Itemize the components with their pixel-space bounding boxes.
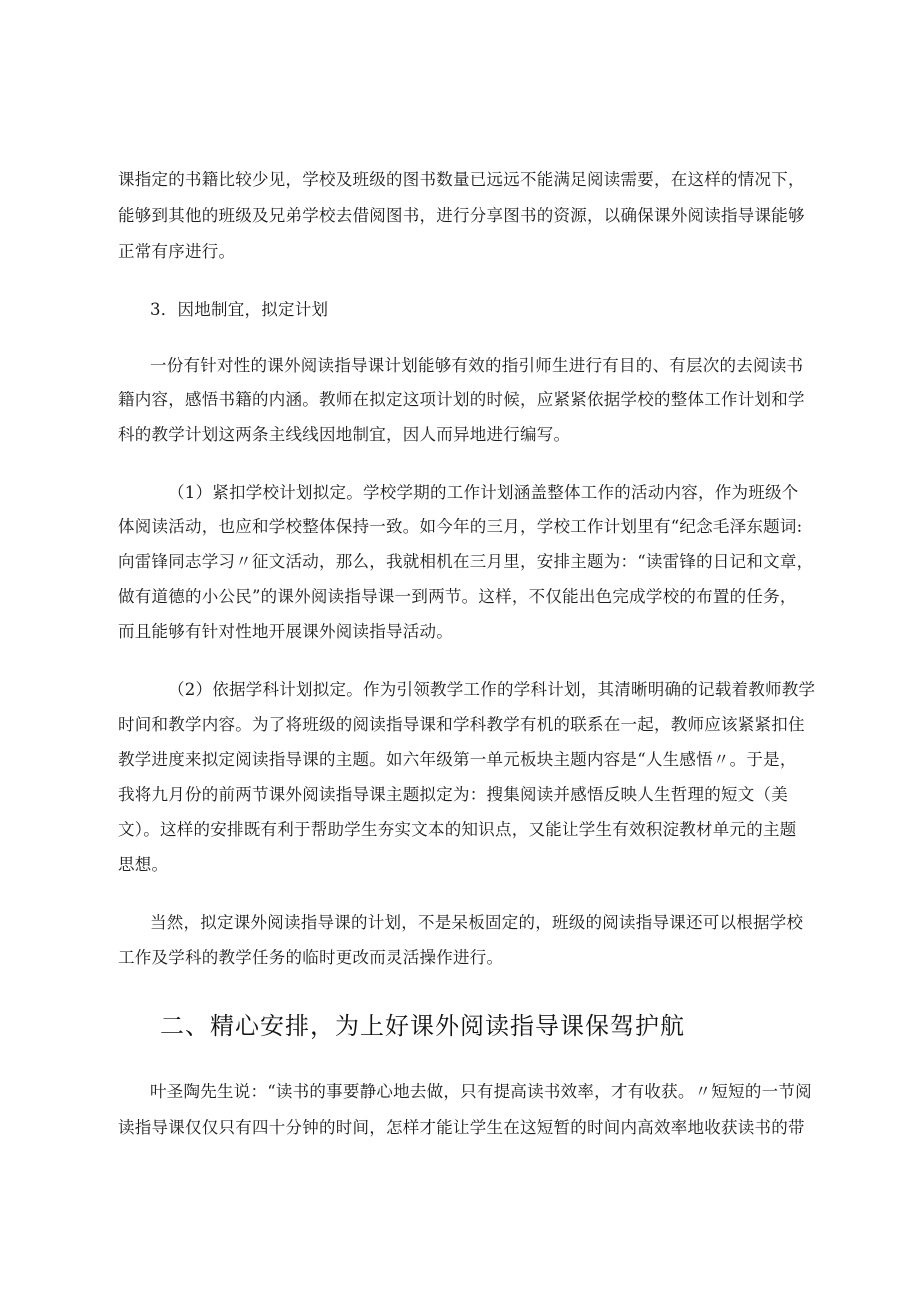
- text-line: 当然，拟定课外阅读指导课的计划，不是呆板固定的，班级的阅读指导课还可以根据学校: [150, 913, 804, 932]
- text-line: 读指导课仅仅只有四十分钟的时间，怎样才能让学生在这短暂的时间内高效率地收获读书的带: [118, 1118, 805, 1137]
- text-line: 我将九月份的前两节课外阅读指导课主题拟定为：搜集阅读并感悟反映人生哲理的短文（美: [118, 785, 788, 804]
- text-line: 向雷锋同志学习〃征文活动，那么，我就相机在三月里，安排主题为：“读雷锋的日记和文章，: [118, 552, 814, 571]
- text-line: 思想。: [118, 855, 169, 874]
- text-line: 课指定的书籍比较少见，学校及班级的图书数量已远远不能满足阅读需要，在这样的情况下，: [118, 170, 805, 189]
- text-line: 文）。这样的安排既有利于帮助学生夯实文本的知识点，又能让学生有效积淀教材单元的主题: [118, 820, 797, 839]
- chapter-heading: 二、精心安排，为上好课外阅读指导课保驾护航: [160, 1012, 685, 1040]
- text-line: 做有道德的小公民”的课外阅读指导课一到两节。这样，不仅能出色完成学校的布置的任务，: [118, 587, 797, 606]
- text-line: 时间和教学内容。为了将班级的阅读指导课和学科教学有机的联系在一起，教师应该紧紧扣住: [118, 715, 805, 734]
- text-line: 教学进度来拟定阅读指导课的主题。如六年级第一单元板块主题内容是“人生感悟〃。于是，: [118, 750, 797, 769]
- text-line: （1）紧扣学校计划拟定。学校学期的工作计划涵盖整体工作的活动内容，作为班级个: [168, 483, 799, 502]
- text-line: 工作及学科的教学任务的临时更改而灵活操作进行。: [118, 948, 504, 967]
- text-line: 一份有针对性的课外阅读指导课计划能够有效的指引师生进行有目的、有层次的去阅读书: [150, 356, 804, 375]
- text-line: 科的教学计划这两条主线线因地制宜，因人而异地进行编写。: [118, 425, 571, 444]
- text-line: 叶圣陶先生说：“读书的事要静心地去做，只有提高读书效率，才有收获。〃短短的一节阅: [150, 1082, 812, 1101]
- text-line: 体阅读活动，也应和学校整体保持一致。如今年的三月，学校工作计划里有“纪念毛泽东题词:: [118, 517, 803, 536]
- text-line: 正常有序进行。: [118, 242, 236, 261]
- text-line: 籍内容，感悟书籍的内涵。教师在拟定这项计划的时候，应紧紧依据学校的整体工作计划和学: [118, 390, 805, 409]
- text-line: 而且能够有针对性地开展课外阅读指导活动。: [118, 622, 453, 641]
- text-line: （2）依据学科计划拟定。作为引领教学工作的学科计划，其清晰明确的记载着教师教学: [168, 680, 816, 699]
- text-line: 能够到其他的班级及兄弟学校去借阅图书，进行分享图书的资源，以确保课外阅读指导课能够: [118, 206, 805, 225]
- section-heading: 3．因地制宜，拟定计划: [150, 300, 329, 319]
